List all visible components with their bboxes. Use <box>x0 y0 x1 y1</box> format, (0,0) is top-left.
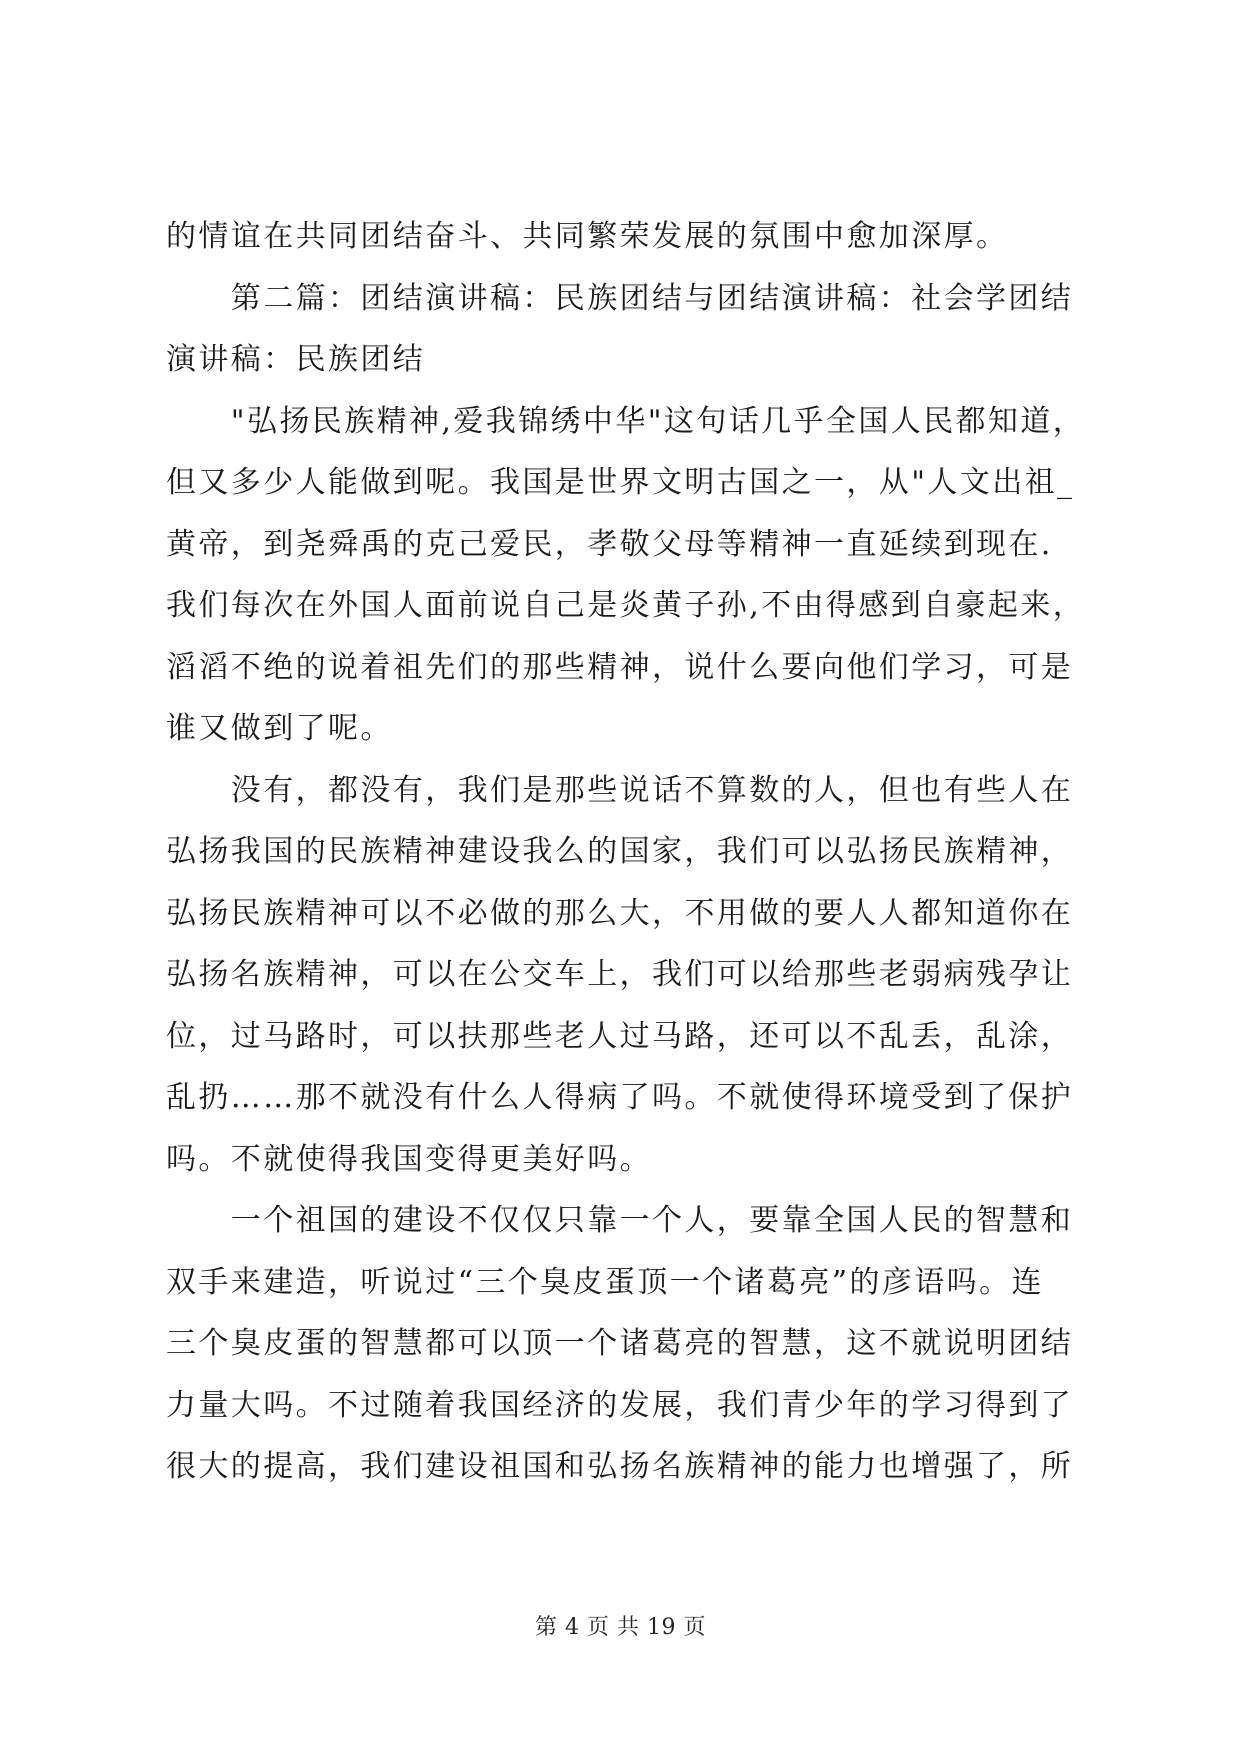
text-line: 位，过马路时，可以扶那些老人过马路，还可以不乱丢，乱涂， <box>166 1018 1074 1054</box>
text-line: 黄帝，到尧舜禹的克己爱民，孝敬父母等精神一直延续到现在. <box>166 526 1053 562</box>
page-number-footer: 第 4 页 共 19 页 <box>535 1615 706 1640</box>
text-line: 谁又做到了呢。 <box>166 711 393 746</box>
text-line: 第二篇：团结演讲稿：民族团结与团结演讲稿：社会学团结 <box>166 280 1074 316</box>
text-line: 弘扬民族精神可以不必做的那么大，不用做的要人人都知道你在 <box>166 895 1074 931</box>
text-line: 的情谊在共同团结奋斗、共同繁荣发展的氛围中愈加深厚。 <box>166 219 1009 254</box>
text-line: 滔滔不绝的说着祖先们的那些精神，说什么要向他们学习，可是 <box>166 649 1074 685</box>
text-line: 双手来建造，听说过“三个臭皮蛋顶一个诸葛亮”的彦语吗。连 <box>166 1264 1044 1300</box>
text-line: 吗。不就使得我国变得更美好吗。 <box>166 1141 652 1177</box>
text-line: 乱扔……那不就没有什么人得病了吗。不就使得环境受到了保护 <box>166 1080 1074 1115</box>
text-line: 三个臭皮蛋的智慧都可以顶一个诸葛亮的智慧，这不就说明团结 <box>166 1326 1074 1361</box>
text-line: 演讲稿：民族团结 <box>166 342 426 377</box>
text-line: 一个祖国的建设不仅仅只靠一个人，要靠全国人民的智慧和 <box>166 1203 1074 1238</box>
text-line: 没有，都没有，我们是那些说话不算数的人，但也有些人在 <box>166 772 1074 808</box>
text-line: "弘扬民族精神,爱我锦绣中华"这句话几乎全国人民都知道， <box>166 403 1086 439</box>
text-line: 力量大吗。不过随着我国经济的发展，我们青少年的学习得到了 <box>166 1387 1074 1423</box>
text-line: 弘扬我国的民族精神建设我么的国家，我们可以弘扬民族精神， <box>166 834 1074 869</box>
text-line: 弘扬名族精神，可以在公交车上，我们可以给那些老弱病残孕让 <box>166 957 1074 992</box>
text-line: 但又多少人能做到呢。我国是世界文明古国之一，从"人文出祖_ <box>166 465 1075 500</box>
body-text <box>166 206 1086 1498</box>
text-line: 很大的提高，我们建设祖国和弘扬名族精神的能力也增强了，所 <box>166 1449 1074 1484</box>
text-line: 我们每次在外国人面前说自己是炎黄子孙,不由得感到自豪起来， <box>166 588 1086 623</box>
